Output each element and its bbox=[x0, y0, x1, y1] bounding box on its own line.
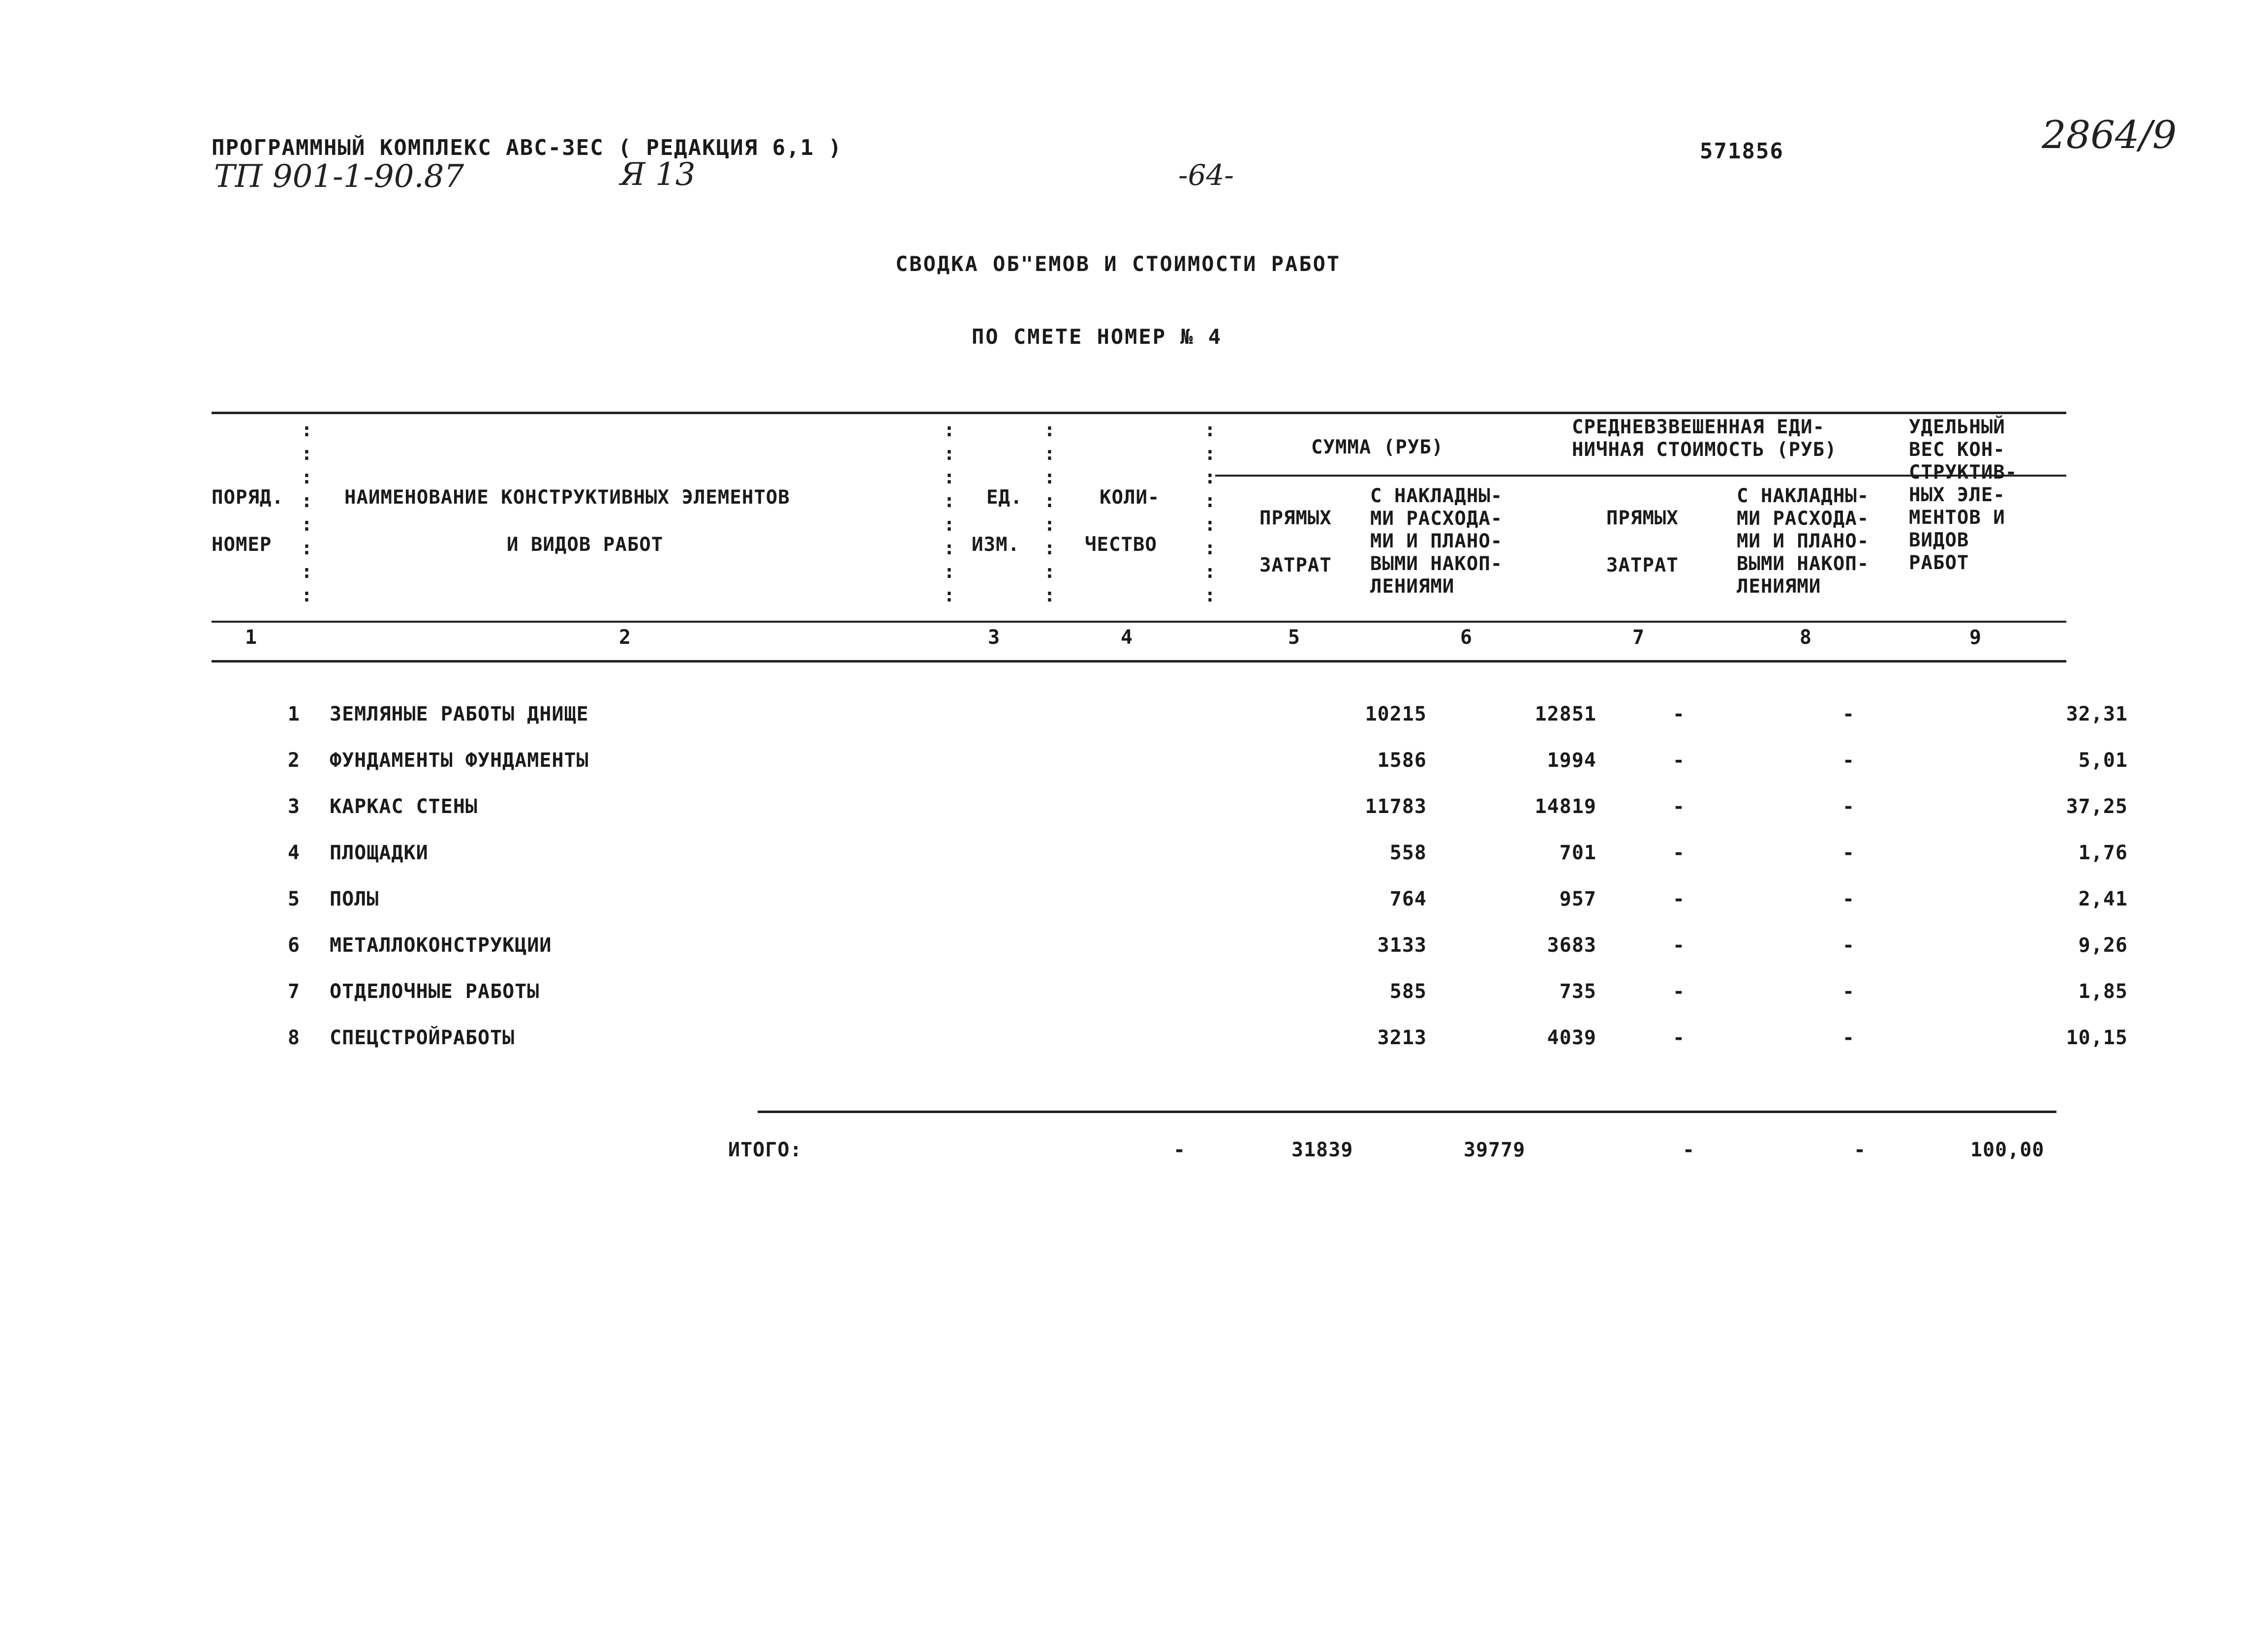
table-top-rule bbox=[212, 412, 2066, 414]
row-unit bbox=[984, 784, 1087, 830]
row-unit bbox=[984, 968, 1087, 1015]
total-label: ИТОГО: bbox=[728, 1139, 802, 1161]
document-code: 571856 bbox=[1700, 139, 1784, 164]
row-name: КАРКАС СТЕНЫ bbox=[330, 795, 478, 818]
col-weight-line4: НЫХ ЭЛЕ- bbox=[1909, 484, 2005, 506]
col-weight-line7: РАБОТ bbox=[1909, 552, 1969, 574]
row-direct-cost: 1586 bbox=[1377, 749, 1427, 772]
col-weight-line5: МЕНТОВ И bbox=[1909, 507, 2005, 529]
col-number-3: 3 bbox=[987, 626, 1000, 649]
sheet-number: 2864/9 bbox=[2042, 113, 2177, 157]
summary-table bbox=[207, 691, 2128, 1061]
col-no-line2: НОМЕР bbox=[212, 534, 272, 556]
col-direct-line2: ЗАТРАТ bbox=[1259, 554, 1332, 576]
total-weight: 100,00 bbox=[1970, 1139, 2045, 1161]
row-direct-cost: 3213 bbox=[1377, 1026, 1427, 1049]
row-avg-direct: - bbox=[1672, 749, 1686, 772]
row-weight: 1,85 bbox=[2078, 980, 2128, 1003]
row-unit bbox=[984, 830, 1087, 876]
row-overhead-cost: 12851 bbox=[1534, 703, 1596, 725]
row-overhead-cost: 1994 bbox=[1547, 749, 1596, 772]
col-weight-line1: УДЕЛЬНЫЙ bbox=[1909, 416, 2005, 438]
row-qty bbox=[1087, 968, 1255, 1015]
sep-3: : : : : : : : : bbox=[1044, 419, 1055, 606]
col-overhead-line4: ВЫМИ НАКОП- bbox=[1370, 553, 1503, 575]
row-avg-direct: - bbox=[1672, 888, 1686, 910]
table-row bbox=[207, 691, 2128, 737]
col-qty-line1: КОЛИ- bbox=[1100, 486, 1160, 509]
col-direct-line1: ПРЯМЫХ bbox=[1259, 507, 1332, 529]
row-avg-overhead: - bbox=[1842, 934, 1855, 957]
col-avg-overhead-line1: С НАКЛАДНЫ- bbox=[1737, 485, 1870, 507]
row-number: 6 bbox=[287, 934, 300, 957]
row-unit bbox=[984, 1015, 1087, 1061]
row-direct-cost: 764 bbox=[1389, 888, 1427, 910]
col-number-2: 2 bbox=[618, 626, 631, 649]
row-overhead-cost: 3683 bbox=[1547, 934, 1596, 957]
col-number-9: 9 bbox=[1969, 626, 1982, 649]
col-unit-line1: ЕД. bbox=[986, 486, 1023, 509]
row-avg-overhead: - bbox=[1842, 749, 1855, 772]
row-qty bbox=[1087, 876, 1255, 922]
row-avg-direct: - bbox=[1672, 980, 1686, 1003]
col-avg-direct-line1: ПРЯМЫХ bbox=[1606, 507, 1679, 529]
sep-4: : : : : : : : : bbox=[1204, 419, 1216, 606]
row-avg-overhead: - bbox=[1842, 980, 1855, 1003]
row-direct-cost: 3133 bbox=[1377, 934, 1427, 957]
row-name: МЕТАЛЛОКОНСТРУКЦИИ bbox=[330, 934, 552, 957]
col-name-line2: И ВИДОВ РАБОТ bbox=[507, 534, 664, 556]
row-name: ФУНДАМЕНТЫ ФУНДАМЕНТЫ bbox=[330, 749, 589, 772]
row-qty bbox=[1087, 691, 1255, 737]
row-avg-direct: - bbox=[1672, 1026, 1686, 1049]
header-bottom-rule bbox=[212, 621, 2066, 623]
col-avg-line1: СРЕДНЕВЗВЕШЕННАЯ ЕДИ- bbox=[1572, 416, 1825, 438]
row-number: 2 bbox=[287, 749, 300, 772]
col-name-line1: НАИМЕНОВАНИЕ КОНСТРУКТИВНЫХ ЭЛЕМЕНТОВ bbox=[344, 486, 790, 509]
row-number: 5 bbox=[287, 888, 300, 910]
col-unit-line2: ИЗМ. bbox=[972, 534, 1020, 556]
row-number: 1 bbox=[287, 703, 300, 725]
col-number-7: 7 bbox=[1632, 626, 1645, 649]
col-overhead-line3: МИ И ПЛАНО- bbox=[1370, 530, 1503, 552]
row-weight: 37,25 bbox=[2066, 795, 2128, 818]
table-row bbox=[207, 1015, 2128, 1061]
table-row bbox=[207, 876, 2128, 922]
row-qty bbox=[1087, 1015, 1255, 1061]
row-avg-overhead: - bbox=[1842, 888, 1855, 910]
row-direct-cost: 10215 bbox=[1365, 703, 1427, 725]
album-number: Я 13 bbox=[620, 156, 696, 193]
row-name: СПЕЦСТРОЙРАБОТЫ bbox=[330, 1026, 515, 1049]
total-avg-overhead: - bbox=[1854, 1139, 1867, 1161]
page-number: -64- bbox=[1178, 158, 1234, 192]
col-overhead-line5: ЛЕНИЯМИ bbox=[1370, 575, 1455, 598]
project-code: ТП 901-1-90.87 bbox=[214, 158, 464, 195]
row-unit bbox=[984, 691, 1087, 737]
row-direct-cost: 558 bbox=[1389, 842, 1427, 864]
row-avg-overhead: - bbox=[1842, 842, 1855, 864]
row-avg-direct: - bbox=[1672, 842, 1686, 864]
row-qty bbox=[1087, 922, 1255, 968]
row-qty bbox=[1087, 784, 1255, 830]
col-weight-line6: ВИДОВ bbox=[1909, 529, 1969, 551]
row-overhead-cost: 735 bbox=[1559, 980, 1596, 1003]
col-number-4: 4 bbox=[1120, 626, 1133, 649]
col-number-5: 5 bbox=[1287, 626, 1300, 649]
total-qty: - bbox=[1173, 1139, 1186, 1161]
col-weight-line3: СТРУКТИВ- bbox=[1909, 461, 2018, 483]
row-overhead-cost: 14819 bbox=[1534, 795, 1596, 818]
row-avg-overhead: - bbox=[1842, 795, 1855, 818]
row-avg-direct: - bbox=[1672, 795, 1686, 818]
col-avg-overhead-line3: МИ И ПЛАНО- bbox=[1737, 530, 1870, 552]
row-avg-direct: - bbox=[1672, 703, 1686, 725]
total-avg-direct: - bbox=[1683, 1139, 1695, 1161]
row-name: ОТДЕЛОЧНЫЕ РАБОТЫ bbox=[330, 980, 540, 1003]
col-number-6: 6 bbox=[1460, 626, 1472, 649]
row-weight: 10,15 bbox=[2066, 1026, 2128, 1049]
col-overhead-line1: С НАКЛАДНЫ- bbox=[1370, 485, 1503, 507]
estimate-number: ПО СМЕТЕ НОМЕР № 4 bbox=[972, 325, 1223, 349]
table-row bbox=[207, 737, 2128, 784]
col-avg-line2: НИЧНАЯ СТОИМОСТЬ (РУБ) bbox=[1572, 439, 1837, 461]
row-weight: 5,01 bbox=[2078, 749, 2128, 772]
row-number: 7 bbox=[287, 980, 300, 1003]
row-avg-direct: - bbox=[1672, 934, 1686, 957]
col-avg-overhead-line5: ЛЕНИЯМИ bbox=[1737, 575, 1821, 598]
row-name: ЗЕМЛЯНЫЕ РАБОТЫ ДНИЩЕ bbox=[330, 703, 589, 725]
col-sum-group: СУММА (РУБ) bbox=[1311, 436, 1444, 458]
table-row bbox=[207, 830, 2128, 876]
row-direct-cost: 585 bbox=[1389, 980, 1427, 1003]
col-avg-direct-line2: ЗАТРАТ bbox=[1606, 554, 1679, 576]
program-header: ПРОГРАММНЫЙ КОМПЛЕКС АВС-ЗЕС ( РЕДАКЦИЯ 6,1 ) bbox=[212, 135, 843, 160]
row-overhead-cost: 957 bbox=[1559, 888, 1596, 910]
row-overhead-cost: 4039 bbox=[1547, 1026, 1596, 1049]
row-avg-overhead: - bbox=[1842, 1026, 1855, 1049]
total-rule bbox=[758, 1111, 2056, 1113]
row-number: 8 bbox=[287, 1026, 300, 1049]
col-no-line1: ПОРЯД. bbox=[212, 486, 284, 509]
row-avg-overhead: - bbox=[1842, 703, 1855, 725]
row-direct-cost: 11783 bbox=[1365, 795, 1427, 818]
table-row bbox=[207, 784, 2128, 830]
row-weight: 2,41 bbox=[2078, 888, 2128, 910]
row-name: ПЛОЩАДКИ bbox=[330, 842, 429, 864]
table-row bbox=[207, 922, 2128, 968]
col-avg-overhead-line4: ВЫМИ НАКОП- bbox=[1737, 553, 1870, 575]
document-title: СВОДКА ОБ"ЕМОВ И СТОИМОСТИ РАБОТ bbox=[895, 252, 1341, 276]
sep-1: : : : : : : : : bbox=[301, 419, 312, 606]
row-overhead-cost: 701 bbox=[1559, 842, 1596, 864]
total-overhead-cost: 39779 bbox=[1464, 1139, 1526, 1161]
col-weight-line2: ВЕС КОН- bbox=[1909, 439, 2005, 461]
row-unit bbox=[984, 737, 1087, 784]
row-qty bbox=[1087, 830, 1255, 876]
row-name: ПОЛЫ bbox=[330, 888, 379, 910]
table-row bbox=[207, 968, 2128, 1015]
row-number: 3 bbox=[287, 795, 300, 818]
row-qty bbox=[1087, 737, 1255, 784]
col-qty-line2: ЧЕСТВО bbox=[1085, 534, 1157, 556]
total-direct-cost: 31839 bbox=[1291, 1139, 1353, 1161]
row-number: 4 bbox=[287, 842, 300, 864]
col-overhead-line2: МИ РАСХОДА- bbox=[1370, 508, 1503, 530]
row-weight: 1,76 bbox=[2078, 842, 2128, 864]
col-number-8: 8 bbox=[1799, 626, 1812, 649]
row-weight: 32,31 bbox=[2066, 703, 2128, 725]
numbers-bottom-rule bbox=[212, 660, 2066, 663]
row-unit bbox=[984, 876, 1087, 922]
col-avg-overhead-line2: МИ РАСХОДА- bbox=[1737, 508, 1870, 530]
row-unit bbox=[984, 922, 1087, 968]
sep-2: : : : : : : : : bbox=[944, 419, 955, 606]
col-number-1: 1 bbox=[245, 626, 257, 649]
row-weight: 9,26 bbox=[2078, 934, 2128, 957]
